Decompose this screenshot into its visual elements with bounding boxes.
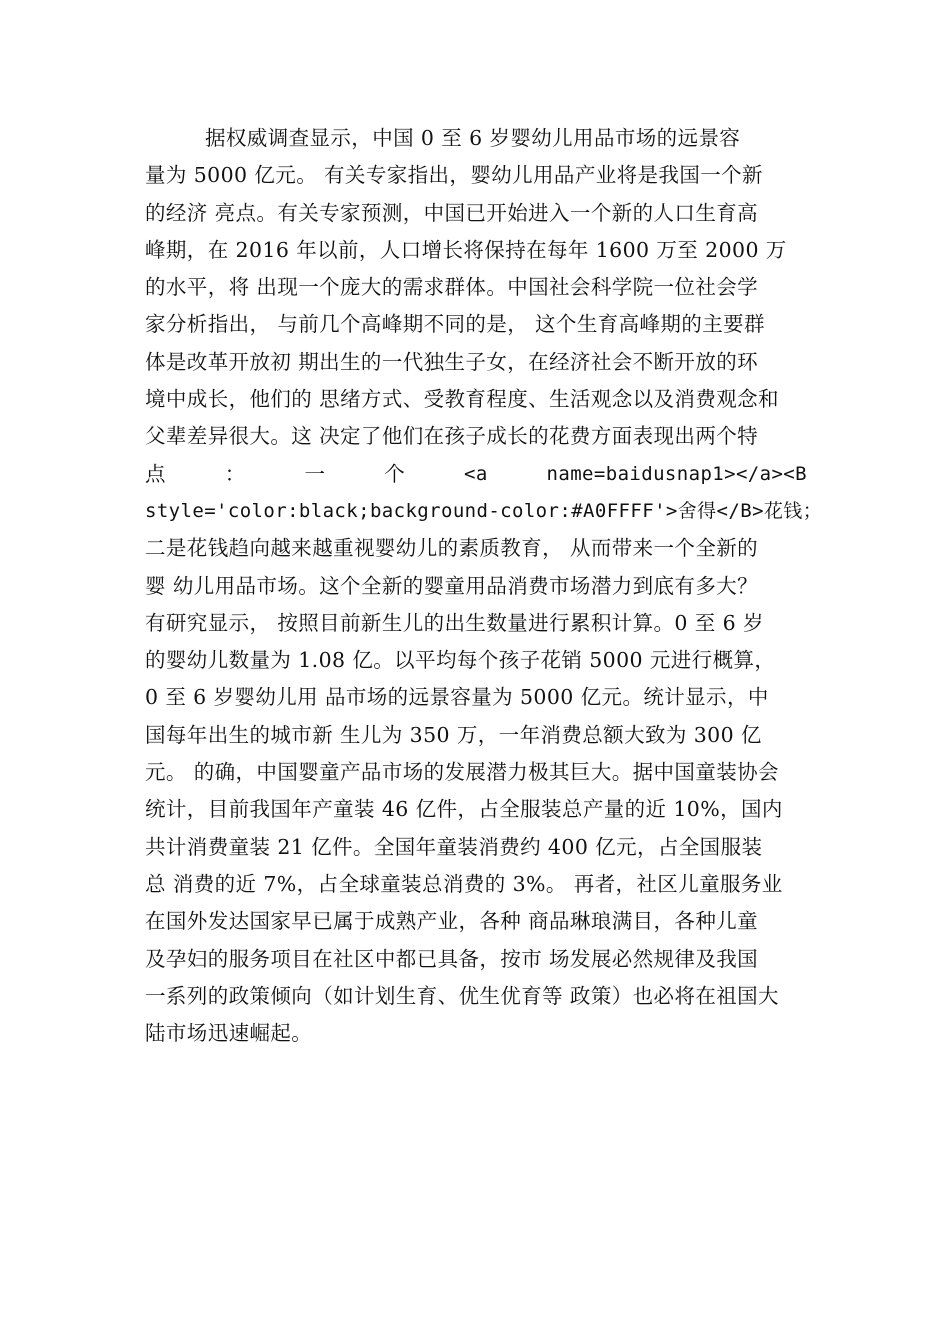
line-token: <a (464, 462, 488, 485)
line-token: name=baidusnap1></a><B (546, 462, 807, 485)
text-line: 0 至 6 岁婴幼儿用 品市场的远景容量为 5000 亿元。统计显示，中 (145, 685, 769, 710)
text-line: 量为 5000 亿元。 有关专家指出，婴幼儿用品产业将是我国一个新 (145, 163, 763, 188)
text-line: 体是改革开放初 期出生的一代独生子女，在经济社会不断开放的环 (145, 349, 759, 374)
text-line: 据权威调查显示，中国 0 至 6 岁婴幼儿用品市场的远景容 (205, 126, 741, 150)
line-token: 点 (145, 461, 166, 486)
text-line: 国每年出生的城市新 生儿为 350 万，一年消费总额大致为 300 亿 (145, 722, 762, 747)
text-line: 峰期，在 2016 年以前，人口增长将保持在每年 1600 万至 2000 万 (145, 237, 787, 262)
text-line: 统计，目前我国年产童装 46 亿件，占全服装总产量的近 10%，国内 (145, 797, 783, 822)
text-line: 共计消费童装 21 亿件。全国年童装消费约 400 亿元，占全国服装 (145, 834, 763, 859)
text-line: 有研究显示， 按照目前新生儿的出生数量进行累积计算。0 至 6 岁 (145, 610, 764, 635)
text-line: 的经济 亮点。有关专家预测，中国已开始进入一个新的人口生育高 (145, 200, 759, 225)
text-line: 的婴幼儿数量为 1.08 亿。以平均每个孩子花销 5000 元进行概算， (145, 648, 776, 673)
text-line: 陆市场迅速崛起。 (145, 1021, 313, 1046)
line-token: 一 (304, 461, 326, 486)
markup-line: style='color:black;background-color:#A0FFFF'>舍得</B>花钱； (145, 499, 823, 522)
line-token: 个 (384, 461, 406, 486)
text-line: 及孕妇的服务项目在社区中都已具备，按市 场发展必然规律及我国 (145, 946, 759, 971)
body-paragraph (145, 120, 823, 1052)
justified-line (145, 456, 807, 493)
text-line: 在国外发达国家早已属于成熟产业，各种 商品琳琅满目，各种儿童 (145, 909, 759, 934)
text-line: 境中成长，他们的 思绪方式、受教育程度、生活观念以及消费观念和 (145, 387, 779, 412)
text-line: 一系列的政策倾向（如计划生育、优生优育等 政策）也必将在祖国大 (145, 983, 779, 1008)
text-line: 元。 的确，中国婴童产品市场的发展潜力极其巨大。据中国童装协会 (145, 760, 779, 785)
text-line: 父辈差异很大。这 决定了他们在孩子成长的花费方面表现出两个特 (145, 424, 759, 449)
text-line: 二是花钱趋向越来越重视婴幼儿的素质教育， 从而带来一个全新的 (145, 536, 759, 561)
text-line: 的水平，将 出现一个庞大的需求群体。中国社会科学院一位社会学 (145, 275, 759, 300)
text-line: 婴 幼儿用品市场。这个全新的婴童用品消费市场潜力到底有多大？ (145, 573, 759, 598)
text-line: 总 消费的近 7%，占全球童装总消费的 3%。 再者，社区儿童服务业 (145, 871, 783, 896)
text-line: 家分析指出， 与前几个高峰期不同的是， 这个生育高峰期的主要群 (145, 312, 765, 337)
line-token: ： (224, 461, 246, 486)
